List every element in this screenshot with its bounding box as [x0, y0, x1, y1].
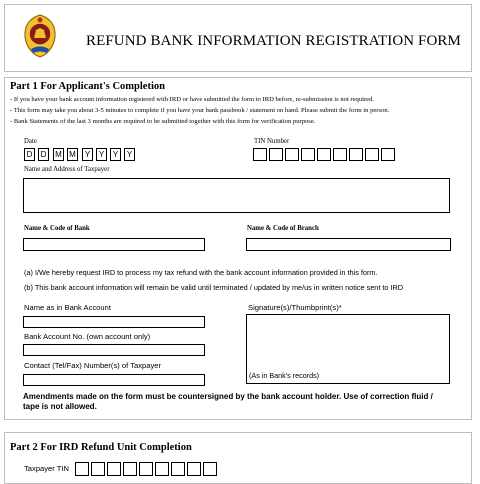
date-cell-m1[interactable]: M	[53, 148, 64, 161]
taxpayer-tin-cell[interactable]	[155, 462, 169, 476]
taxpayer-tin-label: Taxpayer TIN	[24, 464, 70, 473]
date-cell-d2[interactable]: D	[38, 148, 49, 161]
date-label: Date	[24, 138, 37, 145]
note-2: - This form may take you about 3-5 minutes to complete if you have your bank passbook / statement on hand. Please submit the form in person.	[10, 107, 390, 114]
tin-cell[interactable]	[301, 148, 315, 161]
part1-heading: Part 1 For Applicant's Completion	[10, 81, 165, 92]
name-address-field[interactable]	[23, 178, 450, 213]
tin-cell[interactable]	[381, 148, 395, 161]
tin-cell[interactable]	[333, 148, 347, 161]
taxpayer-tin-cell[interactable]	[139, 462, 153, 476]
branch-label: Name & Code of Branch	[247, 225, 319, 232]
tin-cell[interactable]	[253, 148, 267, 161]
note-3: - Bank Statements of the last 3 months are required to be submitted together with this form for verification purpose.	[10, 118, 316, 125]
tin-field[interactable]	[253, 148, 398, 161]
tin-cell[interactable]	[285, 148, 299, 161]
taxpayer-tin-cell[interactable]	[187, 462, 201, 476]
tin-cell[interactable]	[365, 148, 379, 161]
declaration-b: (b) This bank account information will remain be valid until terminated / updated by me/us in written notice sent to IRD	[24, 283, 404, 292]
date-cell-y3[interactable]: Y	[110, 148, 121, 161]
page-title: REFUND BANK INFORMATION REGISTRATION FORM	[86, 33, 461, 49]
taxpayer-tin-field[interactable]	[75, 462, 230, 476]
taxpayer-tin-cell[interactable]	[203, 462, 217, 476]
bank-records-note: (As in Bank's records)	[249, 371, 320, 380]
contact-label: Contact (Tel/Fax) Number(s) of Taxpayer	[24, 361, 162, 370]
account-no-label: Bank Account No. (own account only)	[24, 332, 151, 341]
tin-cell[interactable]	[317, 148, 331, 161]
sri-lanka-emblem-icon	[23, 14, 57, 58]
signature-label: Signature(s)/Thumbprint(s)*	[248, 303, 342, 312]
bank-label: Name & Code of Bank	[24, 225, 90, 232]
date-cell-m2[interactable]: M	[67, 148, 78, 161]
amendments-note: Amendments made on the form must be countersigned by the bank account holder. Use of correction fluid / tape is not allowed.	[23, 392, 433, 411]
tin-label: TIN Number	[254, 138, 290, 145]
name-in-bank-field[interactable]	[23, 316, 205, 328]
account-no-field[interactable]	[23, 344, 205, 356]
taxpayer-tin-cell[interactable]	[75, 462, 89, 476]
tin-cell[interactable]	[349, 148, 363, 161]
date-field[interactable]	[24, 148, 154, 161]
date-cell-d1[interactable]: D	[24, 148, 35, 161]
tin-cell[interactable]	[269, 148, 283, 161]
taxpayer-tin-cell[interactable]	[171, 462, 185, 476]
part2-panel	[4, 432, 472, 484]
branch-field[interactable]	[246, 238, 451, 251]
taxpayer-tin-cell[interactable]	[91, 462, 105, 476]
part2-heading: Part 2 For IRD Refund Unit Completion	[10, 442, 192, 453]
taxpayer-tin-cell[interactable]	[123, 462, 137, 476]
date-cell-y2[interactable]: Y	[96, 148, 107, 161]
bank-field[interactable]	[23, 238, 205, 251]
name-address-label: Name and Address of Taxpayer	[24, 166, 110, 173]
note-1: - If you have your bank account information registered with IRD or have submitted the form to IRD before, re-submission is not required.	[10, 96, 375, 103]
date-cell-y4[interactable]: Y	[124, 148, 135, 161]
date-cell-y1[interactable]: Y	[82, 148, 93, 161]
contact-field[interactable]	[23, 374, 205, 386]
taxpayer-tin-cell[interactable]	[107, 462, 121, 476]
name-in-bank-label: Name as in Bank Account	[24, 303, 111, 312]
declaration-a: (a) I/We hereby request IRD to process my tax refund with the bank account information provided in this form.	[24, 268, 378, 277]
